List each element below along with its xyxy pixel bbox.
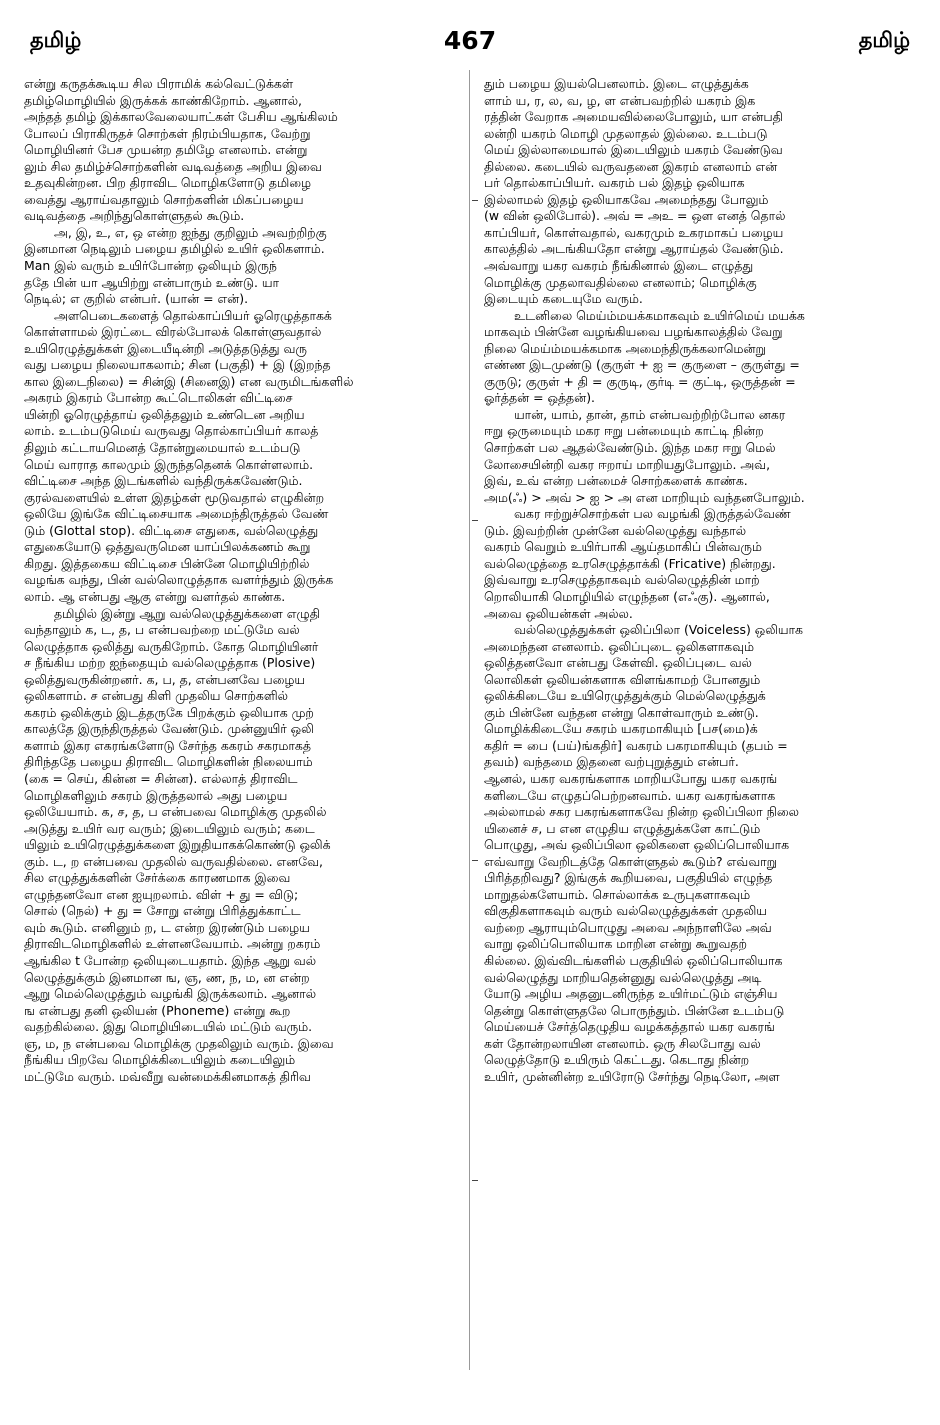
right-column-text-line: ஒலிக்கிடையே உயிரெழுத்துக்கும் மெல்லெழுத்துக் xyxy=(484,688,766,704)
left-column-text-line: போலப் பிராகிருதச் சொற்கள் நிரம்பியதாக, வேற்று xyxy=(24,125,311,141)
right-column-text-line: யினைச் ச, ப என எழுதிய எழுத்துக்களே காட்டும் xyxy=(484,820,761,836)
right-column-text-line: வல்லெழுத்தை உரசெழுத்தாக்கி (Fricative) நின்றது. xyxy=(484,555,776,571)
left-column-text-line: Man இல் வரும் உயிர்போன்ற ஒலியும் இருந் xyxy=(24,258,277,274)
right-column-text-line: காப்பியர், கொள்வதால், வகரமும் உகரமாகப் பழைய xyxy=(484,224,784,240)
left-column-text-line: வழங்க வந்து, பின் வல்லொழுத்தாக வளர்ந்தும் இருக்க xyxy=(24,572,334,588)
left-column-text-line: இனமான நெடிலும் பழைய தமிழில் உயிர் ஒலிகளாம். xyxy=(24,241,325,257)
left-column-text-line: வைத்து ஆராய்வதாலும் சொற்களின் மிகப்பழைய xyxy=(24,191,304,207)
right-column-text-line: வகர ஈற்றுச்சொற்கள் பல வழங்கி இருத்தல்வேண் xyxy=(514,506,791,522)
right-column-text-line: (w வின் ஒலிபோல்). அவ் = அஉ = ஒள எனத் தொல் xyxy=(484,208,786,224)
left-column-text-line: ஒலியேயாம். க, ச, த, ப என்பவை மொழிக்கு முதலில் xyxy=(24,804,327,820)
right-column-text-line: லோசையின்றி வகர ஈறாய் மாறியதுபோலும். அவ், xyxy=(484,456,771,472)
left-column-text-line: வந்தாலும் க, ட, த, ப என்பவற்றை மட்டுமே வல் xyxy=(24,622,300,638)
right-column-text-line: கதிர் = பை (பய்)ங்கதிர்] வகரம் பகரமாகியும் (தபம் = xyxy=(484,737,788,753)
right-column-text-line: தும் பழைய இயல்பெனலாம். இடை எழுத்துக்க xyxy=(484,76,749,91)
left-column-text-line: லாம். ஆ என்பது ஆகு என்று வளர்தல் காண்க. xyxy=(24,588,286,604)
divider-tick xyxy=(472,860,478,861)
right-column-text-line: அல்லாமல் சகர பகரங்களாகவே நின்ற ஒலிப்பிலா நிலை xyxy=(484,804,799,820)
right-column-text-line: தில்லை. கடையில் வருவதனை இகரம் எனலாம் என் xyxy=(484,158,778,174)
left-column-text-line: நீங்கிய பிறவே மொழிக்கிடையிலும் கடையிலும் xyxy=(24,1052,296,1068)
left-column-text-line: அளபெடைகளைத் தொல்காப்பியர் ஓரெழுத்தாகக் xyxy=(54,307,332,323)
left-column-text-line: திராவிடமொழிகளில் உள்ளனவேயாம். அன்று றகரம் xyxy=(24,936,321,952)
left-column-text-line: தமிழ்மொழியில் இருக்கக் காண்கிறோம். ஆனால், xyxy=(24,92,303,108)
left-column-text-line: ஒலித்துவருகின்றனர். க, ப, த, என்பனவே பழைய xyxy=(24,671,306,687)
right-column-text-line: ளாம் ய, ர, ல, வ, ழ, ள என்பவற்றில் யகரம் இக xyxy=(484,92,756,108)
left-column-text-line: சில எழுத்துக்களின் சேர்க்கை காரணமாக இவை xyxy=(24,870,291,886)
right-column-text-line: கும் பின்னே வந்தன என்று கொள்வாரும் உண்டு. xyxy=(484,704,759,720)
left-column-text-line: தமிழில் இன்று ஆறு வல்லெழுத்துக்களை எழுதி xyxy=(54,605,320,621)
right-column-text-line: பிரித்தறிவது? இங்குக் கூறியவை, பகுதியில் எழுந்த xyxy=(484,870,773,886)
left-column-text-line: ச நீங்கிய மற்ற ஐந்தையும் வல்லெழுத்தாக (Plosive) xyxy=(24,655,316,671)
right-column-text-line: காலத்தில் அடங்கியதோ என்று ஆராய்தல் வேண்டும். xyxy=(484,241,784,257)
left-column-text-line: மெய் வாராத காலமும் இருந்ததெனக் கொள்ளலாம். xyxy=(24,456,314,472)
right-column-text-line: யோடு அழிய அதனுடனிருந்த உயிர்மட்டும் எஞ்சிய xyxy=(484,986,778,1002)
left-column xyxy=(24,76,454,1085)
left-column-text-line: யின்றி ஓரெழுத்தாய் ஒலித்தலும் உண்டென அறிய xyxy=(24,406,305,422)
right-column-text-line: இவ்வாறு உரசெழுத்தாகவும் வல்லெழுத்தின் மாற் xyxy=(484,572,760,588)
left-column-text-line: அ, இ, உ, எ, ஒ என்ற ஐந்து குறிலும் அவற்றிற்கு xyxy=(54,224,327,240)
right-column-text-line: மெய்யைச் சேர்த்தெழுதிய வழக்கத்தால் யகர வகரங் xyxy=(484,1019,775,1035)
left-column-text-line: லும் சில தமிழ்ச்சொற்களின் வடிவத்தை அறிய இவை xyxy=(24,158,322,174)
left-column-text-line: வும் கூடும். எனினும் ற, ட என்ற இரண்டும் பழைய xyxy=(24,919,310,935)
left-column-text-line: எழுந்தனவோ என ஐயுறலாம். விள் + து = விடு; xyxy=(24,886,299,902)
left-column-text-line: கிறது. இத்தகைய விட்டிசை பின்னே மொழியிற்றில் xyxy=(24,555,310,571)
right-column-text-line: பொழுது, அவ் ஒலிப்பிலா ஒலிகளை ஒலிப்பொலியாக xyxy=(484,837,790,853)
right-column-text-line: கள் தோன்றலாயின எனலாம். ஒரு சிலபோது வல் xyxy=(484,1035,761,1051)
right-column-text-line: டும். இவற்றின் முன்னே வல்லெழுத்து வந்தால் xyxy=(484,522,747,538)
right-column-text-line: உடனிலை மெய்ம்மயக்கமாகவும் உயிர்மெய் மயக்க xyxy=(514,307,805,323)
left-column-text-line: மொழிகளிலும் சகரம் இருத்தலால் அது பழைய xyxy=(24,787,288,803)
left-column-text-line: கும். ட, ற என்பவை முதலில் வருவதில்லை. எனவே, xyxy=(24,853,323,869)
right-column-text-line: மெய் இல்லாமையால் இடையிலும் யகரம் வேண்டுவ xyxy=(484,142,783,158)
right-column-text-line: தென்று கொள்ளுதலே பொருந்தும். பின்னே உடம்படு xyxy=(484,1002,785,1018)
right-column-text-line: குருடு; குருள் + தி = குருடி, குர்டி = குட்டி, ஒருத்தன் = xyxy=(484,373,796,389)
left-column-text-line: அந்தத் தமிழ் இக்காலவேலையாட்கள் பேசிய ஆங்கிலம் xyxy=(24,109,338,125)
left-column-text-line: ங என்பது தனி ஒலியன் (Phoneme) என்று கூற xyxy=(24,1002,291,1018)
right-column-text-line: ஓர்த்தன் = ஒத்தன்). xyxy=(484,390,596,406)
left-column-text-line: குரல்வளையில் உள்ள இதழ்கள் மூடுவதால் எழுகின்ற xyxy=(24,489,325,505)
page-number: 467 xyxy=(443,26,497,55)
left-column-text-line: ககரம் ஒலிக்கும் இடத்தருகே பிறக்கும் ஒலியாக முற் xyxy=(24,704,314,720)
right-column-text-line: மொழிக்கிடையே சகரம் யகரமாகியும் [பச(மை)க் xyxy=(484,721,758,737)
right-column-text-line: அம(ஃ) > அவ் > ஐ > அ என மாறியும் வந்தனபோலும். xyxy=(484,489,805,505)
right-column-text-line: வகரம் வெறும் உயிர்பாகி ஆய்தமாகிப் பின்வரும் xyxy=(484,539,762,555)
right-column-text-line: லெழுத்தோடு உயிரும் கெட்டது. கெடாது நின்ற xyxy=(484,1052,750,1068)
right-column-text-line: மாகவும் பின்னே வழங்கியவை பழங்காலத்தில் வேறு xyxy=(484,324,783,340)
left-column-text-line: அடுத்து உயிர் வர வரும்; இடையிலும் வரும்; கடை xyxy=(24,820,315,836)
left-column-text-line: களாம் இகர எகரங்களோடு சேர்ந்த ககரம் சகரமாகத் xyxy=(24,737,311,753)
left-column-text-line: மட்டுமே வரும். மவ்வீறு வன்மைக்கினமாகத் திரிவ xyxy=(24,1068,311,1084)
left-column-text-line: என்று கருதக்கூடிய சில பிராமிக் கல்வெட்டுக்கள் xyxy=(24,76,294,91)
running-header-right: தமிழ் xyxy=(858,28,910,52)
left-column-text-line: வடிவத்தை அறிந்துகொள்ளுதல் கூடும். xyxy=(24,208,245,224)
left-column-text-line: கால இடைநிலை) = சின்இ (சினைஇ) என வருமிடங்களில் xyxy=(24,373,354,389)
left-column-text-line: டும் (Glottal stop). விட்டிசை எதுகை, வல்லெழுத்து xyxy=(24,522,319,538)
left-column-text-line: நெடில்; எ குறில் என்பர். (யான் = என்). xyxy=(24,291,249,307)
left-column-text-line: கொள்ளாமல் இரட்டை விரல்போலக் கொள்ளுவதால் xyxy=(24,324,322,340)
right-column-text-line: எவ்வாறு வேறிடத்தே கொள்ளுதல் கூடும்? எவ்வாறு xyxy=(484,853,778,869)
left-column-text-line: ஒலியே இங்கே விட்டிசையாக அமைந்திருத்தல் வேண் xyxy=(24,506,329,522)
right-column-text-line: இவ், உவ் என்ற பன்மைச் சொற்களைக் காண்க. xyxy=(484,473,748,489)
left-column-text-line: வதற்கில்லை. இது மொழியிடையில் மட்டும் வரும். xyxy=(24,1019,313,1035)
left-column-text-line: வது பழைய நிலையாகலாம்; சின (பகுதி) + இ (இறந்த xyxy=(24,357,331,373)
column-divider xyxy=(469,70,470,1370)
left-column-text-line: அகரம் இகரம் போன்ற கூட்டொலிகள் விட்டிசை xyxy=(24,390,293,406)
left-column-text-line: விட்டிசை அந்த இடங்களில் வந்திருக்கவேண்டும். xyxy=(24,473,303,489)
right-column-text-line: உயிர், முன்னின்ற உயிரோடு சேர்ந்து நெடிலோ, அள xyxy=(484,1068,780,1084)
right-column-text-line: தவம்) வந்தமை இதனை வற்புறுத்தும் என்பர். xyxy=(484,754,739,770)
right-column-text-line: வல்லெழுத்து மாறியதென்னுது வல்லெழுத்து அடி xyxy=(484,969,762,985)
right-column-text-line: கில்லை. இவ்விடங்களில் பகுதியில் ஒலிப்பொலியாக xyxy=(484,952,783,968)
left-column-text-line: சொல் (நெல்) + து = சோறு என்று பிரித்துக்காட்ட xyxy=(24,903,301,919)
left-column-text-line: ஒலிகளாம். ச என்பது கிளி முதலிய சொற்களில் xyxy=(24,688,288,704)
right-column-text-line: அமைந்தன எனலாம். ஒலிப்புடை ஒலிகளாகவும் xyxy=(484,638,755,654)
left-column-text-line: ஞ, ம, ந என்பவை மொழிக்கு முதலிலும் வரும். இவை xyxy=(24,1035,334,1051)
right-column-text-line: வல்லெழுத்துக்கள் ஒலிப்பிலா (Voiceless) ஒலியாக xyxy=(514,622,803,638)
right-column-text-line: நிலை மெய்ம்மயக்கமாக அமைந்திருக்கலாமென்று xyxy=(484,340,766,356)
right-column-text-line: பர் தொல்காப்பியர். வகரம் பல் இதழ் ஒலியாக xyxy=(484,175,745,191)
right-column-text-line: றொலியாகி மொழியில் எழுந்தன (எஃகு). ஆனால், xyxy=(484,588,770,604)
right-column-text-line: எண்ண இடமுண்டு (குருள் + ஐ = குருளை – குருள்து = xyxy=(484,357,800,373)
divider-tick xyxy=(472,520,478,521)
right-column-text-line: லன்றி யகரம் மொழி முதலாதல் இல்லை. உடம்படு xyxy=(484,125,768,141)
left-column-text-line: திரிந்ததே பழைய திராவிட மொழிகளின் நிலையாம் xyxy=(24,754,313,770)
left-column-text-line: மொழியினர் பேச முயன்ற தமிழே எனலாம். என்று xyxy=(24,142,308,158)
right-column-text-line: அவை ஒலியன்கள் அல்ல. xyxy=(484,605,633,621)
left-column-text-line: லெழுத்துக்கும் இனமான ங, ஞ, ண, ந, ம, ன என்ற xyxy=(24,969,310,985)
left-column-text-line: திலும் கட்டாயமெனத் தோன்றுமையால் உடம்படு xyxy=(24,440,301,456)
divider-tick xyxy=(472,200,478,201)
left-column-text-line: உயிரெழுத்துக்கள் இடையீடின்றி அடுத்தடுத்து வரு xyxy=(24,340,307,356)
right-column xyxy=(484,76,910,1085)
left-column-text-line: யிலும் உயிரெழுத்துக்களை இறுதியாகக்கொண்டு ஒலிக் xyxy=(24,837,331,853)
right-column-text-line: ஈறு ஒருமையும் மகர ஈறு பன்மையும் காட்டி நின்ற xyxy=(484,423,764,439)
right-column-text-line: களிடையே எழுதப்பெற்றனவாம். யகர வகரங்களாக xyxy=(484,787,776,803)
left-column-text-line: ததே பின் யா ஆயிற்று என்பாரும் உண்டு. யா xyxy=(24,274,280,290)
right-column-text-line: ரத்தின் வேறாக அமையவில்லைபோலும், யா என்பதி xyxy=(484,109,783,125)
right-column-text-line: இல்லாமல் இதழ் ஒலியாகவே அமைந்தது போலும் xyxy=(484,191,769,207)
left-column-text-line: எதுகையோடு ஒத்துவருமென யாப்பிலக்கணம் கூறு xyxy=(24,539,311,555)
running-header-left: தமிழ் xyxy=(30,28,82,52)
right-column-text-line: மாறுதல்களேயாம். சொல்லாக்க உருபுகளாகவும் xyxy=(484,886,751,902)
left-column-text-line: காலத்தே இருந்திருத்தல் வேண்டும். முன்னுயிர் ஒலி xyxy=(24,721,314,737)
left-column-text-line: உதவுகின்றன. பிற திராவிட மொழிகளோடு தமிழை xyxy=(24,175,311,191)
left-column-text-line: லாம். உடம்படுமெய் வருவது தொல்காப்பியர் காலத் xyxy=(24,423,319,439)
right-column-text-line: ஆனல், யகர வகரங்களாக மாறியபோது யகர வகரங் xyxy=(484,770,778,786)
right-column-text-line: விகுதிகளாகவும் வரும் வல்லெழுத்துக்கள் முதலிய xyxy=(484,903,767,919)
right-column-text-line: இடையும் கடையுமே வரும். xyxy=(484,291,643,307)
right-column-text-line: வாறு ஒலிப்பொலியாக மாறின என்று கூறுவதற் xyxy=(484,936,747,952)
right-column-text-line: லொலிகள் ஒலியன்களாக விளங்காமற் போனதும் xyxy=(484,671,761,687)
right-column-text-line: மொழிக்கு முதலாவதில்லை எனலாம்; மொழிக்கு xyxy=(484,274,757,290)
right-column-text-line: யான், யாம், தான், தாம் என்பவற்றிற்போல னகர xyxy=(514,406,786,422)
left-column-text-line: ஆங்கில t போன்ற ஒலியுடையதாம். இந்த ஆறு வல் xyxy=(24,952,317,968)
right-column-text-line: சொற்கள் பல ஆதல்வேண்டும். இந்த மகர ஈறு மெல் xyxy=(484,440,776,456)
right-column-text-line: ஒலித்தனவோ என்பது கேள்வி. ஒலிப்புடை வல் xyxy=(484,655,752,671)
divider-tick xyxy=(472,1180,478,1181)
right-column-text-line: அவ்வாறு யகர வகரம் நீங்கினால் இடை எழுத்து xyxy=(484,258,754,274)
left-column-text-line: ஆறு மெல்லெழுத்தும் வழங்கி இருக்கலாம். ஆனால் xyxy=(24,986,317,1002)
left-column-text-line: லெழுத்தாக ஒலித்து வருகிறோம். கோத மொழியினர் xyxy=(24,638,319,654)
right-column-text-line: வற்றை ஆராயும்பொழுது அவை அந்நாளிலே அவ் xyxy=(484,919,772,935)
left-column-text-line: (கை = செய், கின்ன = சின்ன). எல்லாத் திராவிட xyxy=(24,770,298,786)
